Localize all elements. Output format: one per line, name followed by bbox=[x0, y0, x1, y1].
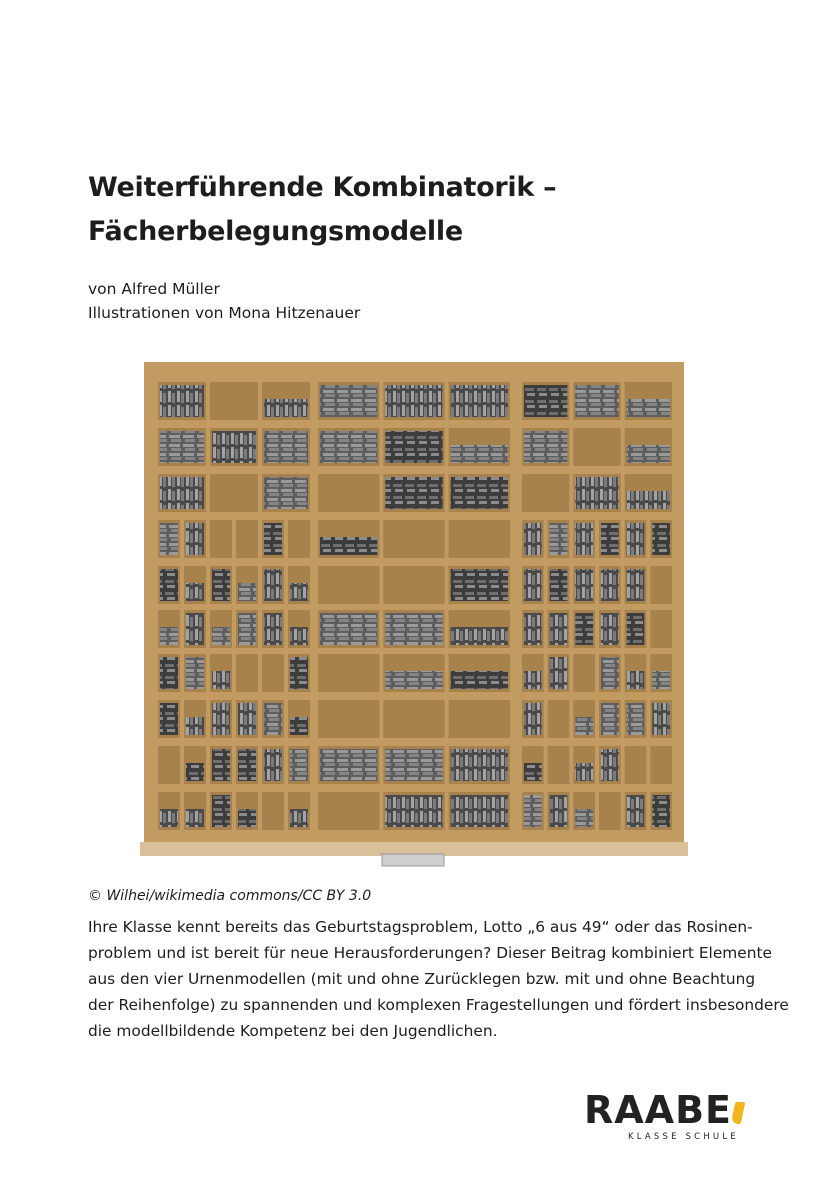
case-compartment bbox=[320, 385, 377, 417]
case-compartment bbox=[320, 613, 377, 645]
case-compartment bbox=[548, 746, 570, 784]
case-compartment bbox=[573, 428, 620, 466]
case-compartment bbox=[160, 523, 178, 555]
case-compartment bbox=[320, 749, 377, 781]
case-compartment bbox=[451, 627, 508, 645]
case-compartment bbox=[599, 792, 621, 830]
intro-line: Ihre Klasse kennt bereits das Geburtstagsproblem, Lotto „6 aus 49“ oder das Rosinen- bbox=[88, 918, 753, 936]
case-handle bbox=[382, 854, 444, 866]
case-compartment bbox=[385, 613, 442, 645]
case-compartment bbox=[385, 477, 442, 509]
case-compartment bbox=[627, 445, 670, 463]
case-compartment bbox=[160, 627, 178, 645]
case-compartment bbox=[236, 520, 258, 558]
intro-line: der Reihenfolge) zu spannenden und komplexen Fragestellungen und fördert insbesondere bbox=[88, 996, 789, 1014]
case-compartment bbox=[601, 613, 619, 645]
case-compartment bbox=[550, 523, 568, 555]
case-compartment bbox=[264, 477, 308, 509]
case-compartment bbox=[318, 700, 379, 738]
case-compartment bbox=[627, 613, 645, 645]
case-compartment bbox=[601, 657, 619, 689]
case-compartment bbox=[264, 749, 282, 781]
case-compartment bbox=[238, 749, 256, 781]
case-compartment bbox=[264, 431, 308, 463]
case-compartment bbox=[449, 700, 510, 738]
case-compartment bbox=[238, 809, 256, 827]
case-compartment bbox=[575, 385, 618, 417]
case-compartment bbox=[383, 520, 444, 558]
case-compartment bbox=[212, 431, 256, 463]
case-compartment bbox=[652, 671, 670, 689]
intro-line: die modellbildende Kompetenz bei den Jugendlichen. bbox=[88, 1022, 498, 1040]
case-compartment bbox=[550, 613, 568, 645]
raabe-logo bbox=[584, 1088, 754, 1148]
case-compartment bbox=[524, 795, 542, 827]
case-compartment bbox=[575, 477, 618, 509]
case-compartment bbox=[524, 569, 542, 601]
case-compartment bbox=[385, 431, 442, 463]
case-compartment bbox=[318, 792, 379, 830]
case-compartment bbox=[627, 795, 645, 827]
case-compartment bbox=[627, 569, 645, 601]
case-compartment bbox=[524, 763, 542, 781]
case-compartment bbox=[524, 671, 542, 689]
case-compartment bbox=[601, 523, 619, 555]
case-compartment bbox=[210, 382, 258, 420]
case-compartment bbox=[383, 700, 444, 738]
case-compartment bbox=[212, 627, 230, 645]
case-compartment bbox=[160, 477, 204, 509]
case-compartment bbox=[451, 385, 508, 417]
case-compartment bbox=[210, 520, 232, 558]
case-compartment bbox=[548, 700, 570, 738]
case-compartment bbox=[451, 671, 508, 689]
intro-line: problem und ist bereit für neue Herausforderungen? Dieser Beitrag kombiniert Elemente bbox=[88, 944, 773, 962]
case-compartment bbox=[290, 717, 308, 735]
case-compartment bbox=[320, 537, 377, 555]
case-compartment bbox=[625, 746, 647, 784]
case-compartment bbox=[451, 795, 508, 827]
case-compartment bbox=[524, 431, 567, 463]
case-compartment bbox=[238, 613, 256, 645]
case-compartment bbox=[186, 523, 204, 555]
case-compartment bbox=[524, 385, 567, 417]
case-compartment bbox=[318, 474, 379, 512]
case-compartment bbox=[550, 795, 568, 827]
logo-subtitle: KLASSE SCHULE bbox=[628, 1132, 739, 1142]
case-compartment bbox=[160, 569, 178, 601]
case-compartment bbox=[524, 613, 542, 645]
case-compartment bbox=[627, 523, 645, 555]
case-compartment bbox=[264, 399, 308, 417]
case-compartment bbox=[160, 703, 178, 735]
case-compartment bbox=[550, 569, 568, 601]
case-compartment bbox=[652, 703, 670, 735]
case-compartment bbox=[650, 610, 672, 648]
case-compartment bbox=[385, 671, 442, 689]
case-compartment bbox=[627, 399, 670, 417]
logo-wordmark: RAABE bbox=[584, 1088, 733, 1132]
case-compartment bbox=[573, 654, 595, 692]
case-compartment bbox=[158, 746, 180, 784]
case-compartment bbox=[290, 583, 308, 601]
title-line-2: Fächerbelegungsmodelle bbox=[88, 216, 463, 247]
case-compartment bbox=[652, 523, 670, 555]
case-compartment bbox=[238, 703, 256, 735]
case-compartment bbox=[451, 749, 508, 781]
case-compartment bbox=[601, 569, 619, 601]
case-compartment bbox=[236, 654, 258, 692]
case-compartment bbox=[262, 654, 284, 692]
case-compartment bbox=[383, 566, 444, 604]
case-compartment bbox=[318, 566, 379, 604]
case-compartment bbox=[160, 385, 204, 417]
case-compartment bbox=[575, 523, 593, 555]
case-compartment bbox=[290, 749, 308, 781]
intro-line: aus den vier Urnenmodellen (mit und ohne Zurücklegen bzw. mit und ohne Beachtung bbox=[88, 970, 756, 988]
page-title bbox=[88, 166, 728, 254]
case-compartment bbox=[451, 569, 508, 601]
case-compartment bbox=[212, 749, 230, 781]
case-compartment bbox=[601, 749, 619, 781]
case-compartment bbox=[650, 566, 672, 604]
case-compartment bbox=[627, 703, 645, 735]
case-compartment bbox=[650, 746, 672, 784]
case-compartment bbox=[627, 671, 645, 689]
case-compartment bbox=[601, 703, 619, 735]
type-case-photo bbox=[140, 362, 690, 874]
case-compartment bbox=[264, 523, 282, 555]
case-compartment bbox=[627, 491, 670, 509]
intro-paragraph bbox=[88, 914, 789, 1044]
case-compartment bbox=[186, 717, 204, 735]
case-compartment bbox=[522, 474, 569, 512]
case-compartment bbox=[575, 717, 593, 735]
case-compartment bbox=[318, 654, 379, 692]
case-compartment bbox=[160, 657, 178, 689]
case-compartment bbox=[212, 569, 230, 601]
byline bbox=[88, 277, 360, 325]
case-compartment bbox=[652, 795, 670, 827]
case-compartment bbox=[160, 431, 204, 463]
case-compartment bbox=[186, 809, 204, 827]
case-compartment bbox=[290, 809, 308, 827]
case-compartment bbox=[575, 613, 593, 645]
case-compartment bbox=[186, 583, 204, 601]
case-compartment bbox=[238, 583, 256, 601]
case-compartment bbox=[290, 627, 308, 645]
case-compartment bbox=[288, 520, 310, 558]
case-compartment bbox=[524, 523, 542, 555]
case-compartment bbox=[550, 657, 568, 689]
case-compartment bbox=[264, 569, 282, 601]
case-compartment bbox=[160, 809, 178, 827]
case-compartment bbox=[385, 749, 442, 781]
case-compartment bbox=[451, 445, 508, 463]
case-compartment bbox=[264, 703, 282, 735]
author: von Alfred Müller bbox=[88, 280, 220, 298]
illustrator: Illustrationen von Mona Hitzenauer bbox=[88, 304, 361, 322]
image-credit: © Wilhei/wikimedia commons/CC BY 3.0 bbox=[88, 888, 372, 904]
case-compartment bbox=[210, 474, 258, 512]
case-compartment bbox=[451, 477, 508, 509]
case-compartment bbox=[264, 613, 282, 645]
case-compartment bbox=[212, 671, 230, 689]
case-compartment bbox=[575, 569, 593, 601]
case-compartment bbox=[186, 763, 204, 781]
case-compartment bbox=[186, 613, 204, 645]
case-compartment bbox=[262, 792, 284, 830]
title-line-1: Weiterführende Kombinatorik – bbox=[88, 172, 557, 203]
logo-comma-icon bbox=[731, 1102, 746, 1124]
case-compartment bbox=[290, 657, 308, 689]
case-compartment bbox=[575, 763, 593, 781]
case-compartment bbox=[186, 657, 204, 689]
case-compartment bbox=[524, 703, 542, 735]
case-compartment bbox=[212, 795, 230, 827]
case-compartment bbox=[320, 431, 377, 463]
case-compartment bbox=[385, 795, 442, 827]
case-compartment bbox=[449, 520, 510, 558]
case-compartment bbox=[212, 703, 230, 735]
case-compartment bbox=[385, 385, 442, 417]
case-compartment bbox=[575, 809, 593, 827]
